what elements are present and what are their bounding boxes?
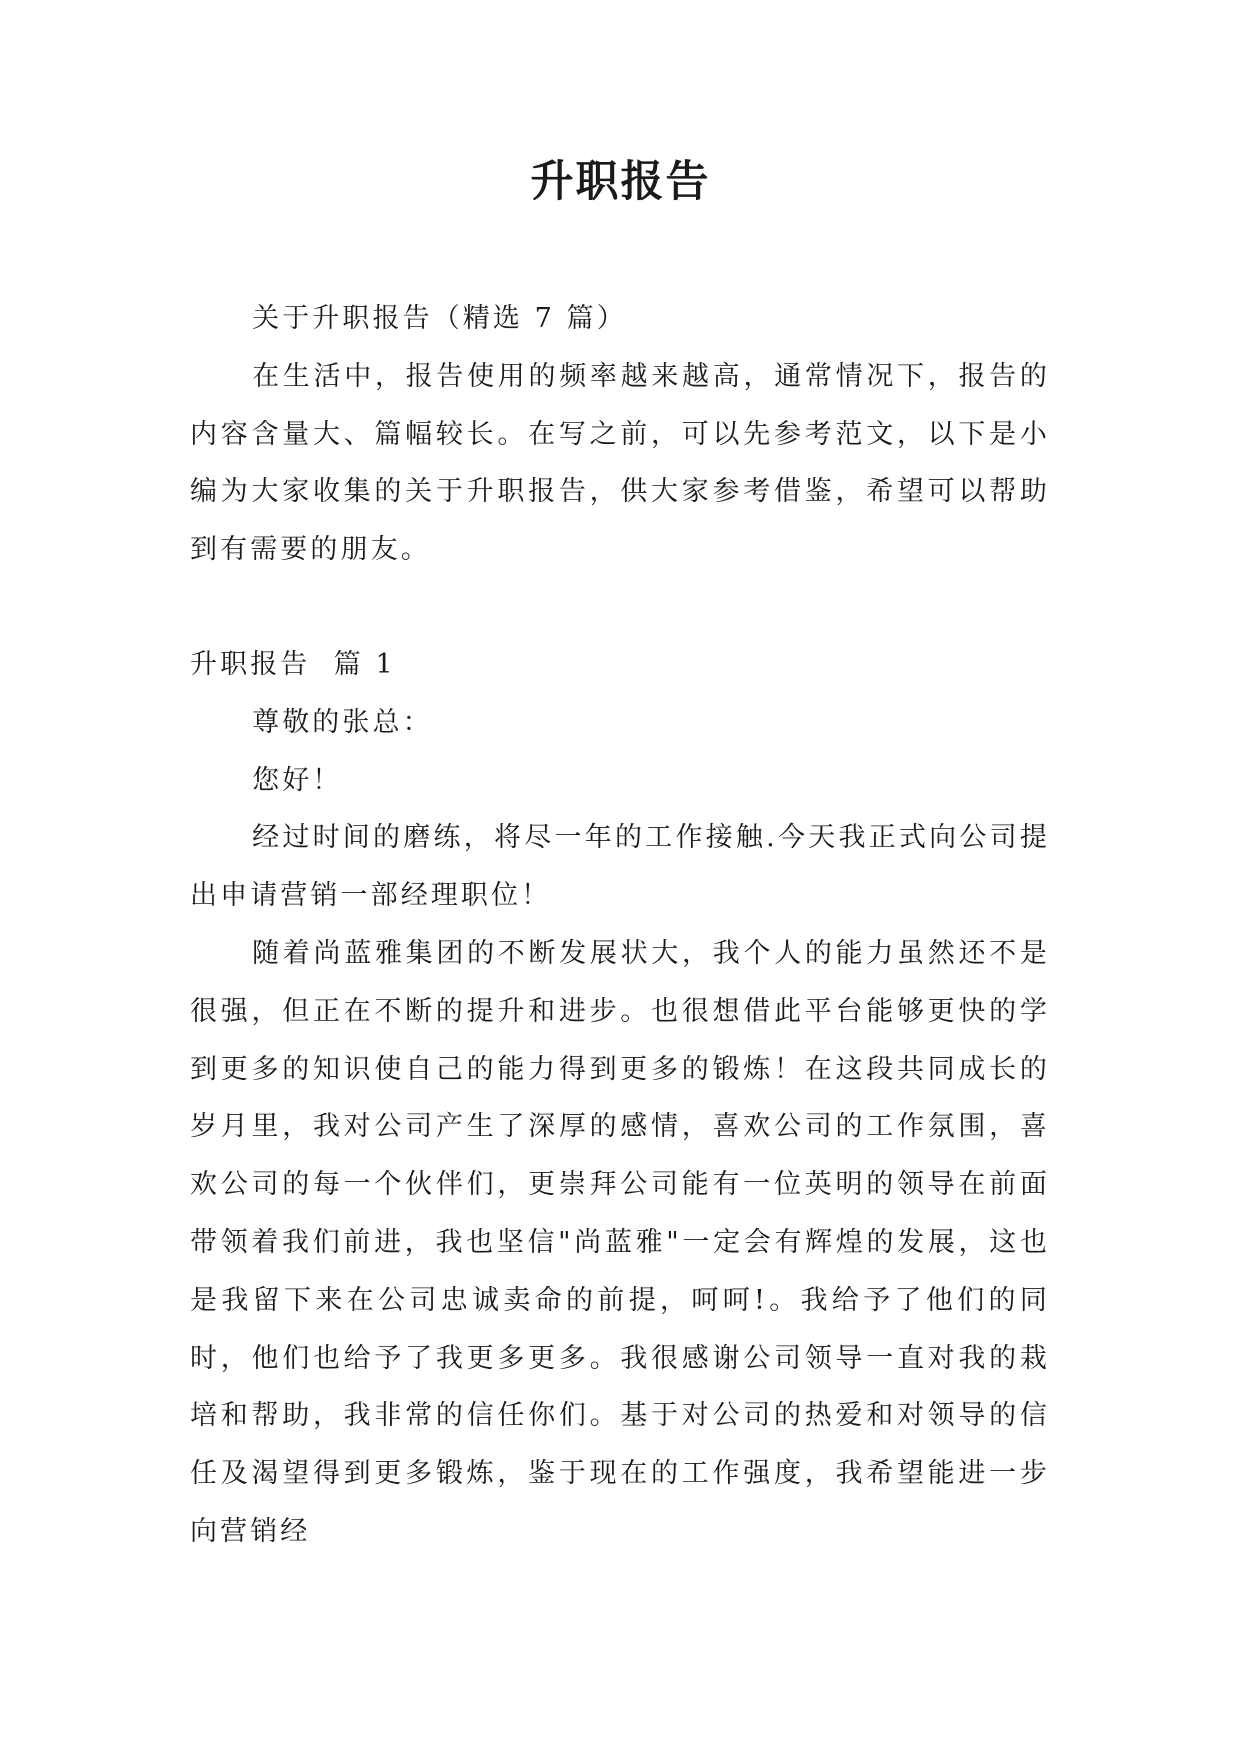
greeting: 您好！ xyxy=(252,764,343,796)
body-paragraph-2: 随着尚蓝雅集团的不断发展状大，我个人的能力虽然还不是很强，但正在不断的提升和进步。也很想借此平台能够更快的学到更多的知识使自己的能力得到更多的锻炼！在这段共同成长的岁月里，我对公司产生了深厚的感情，喜欢公司的工作氛围，喜欢公司的每一个伙伴们，更崇拜公司能有一位英明的领导在前面带领着我们前进，我也坚信"尚蓝雅"一定会有辉煌的发展，这也是我留下来在公司忠诚卖命的前提，呵呵!。我给予了他们的同时，他们也给予了我更多更多。我很感谢公司领导一直对我的栽培和帮助，我非常的信任你们。基于对公司的热爱和对领导的信任及渴望得到更多锻炼，鉴于现在的工作强度，我希望能进一步向营销经 xyxy=(190,937,1050,1547)
intro-heading: 关于升职报告（精选 7 篇） xyxy=(252,303,627,334)
body-paragraph-1: 经过时间的磨练，将尽一年的工作接触.今天我正式向公司提出申请营销一部经理职位！ xyxy=(190,822,1050,912)
intro-paragraph: 在生活中，报告使用的频率越来越高，通常情况下，报告的内容含量大、篇幅较长。在写之前，可以先参考范文，以下是小编为大家收集的关于升职报告，供大家参考借鉴，希望可以帮助到有需要的朋友。 xyxy=(190,360,1050,566)
section-spacer xyxy=(190,579,1050,636)
document-body xyxy=(190,290,1050,1561)
document-title: 升职报告 xyxy=(530,157,711,207)
section-heading: 升职报告 篇 1 xyxy=(190,648,396,680)
salutation: 尊敬的张总： xyxy=(252,706,433,738)
